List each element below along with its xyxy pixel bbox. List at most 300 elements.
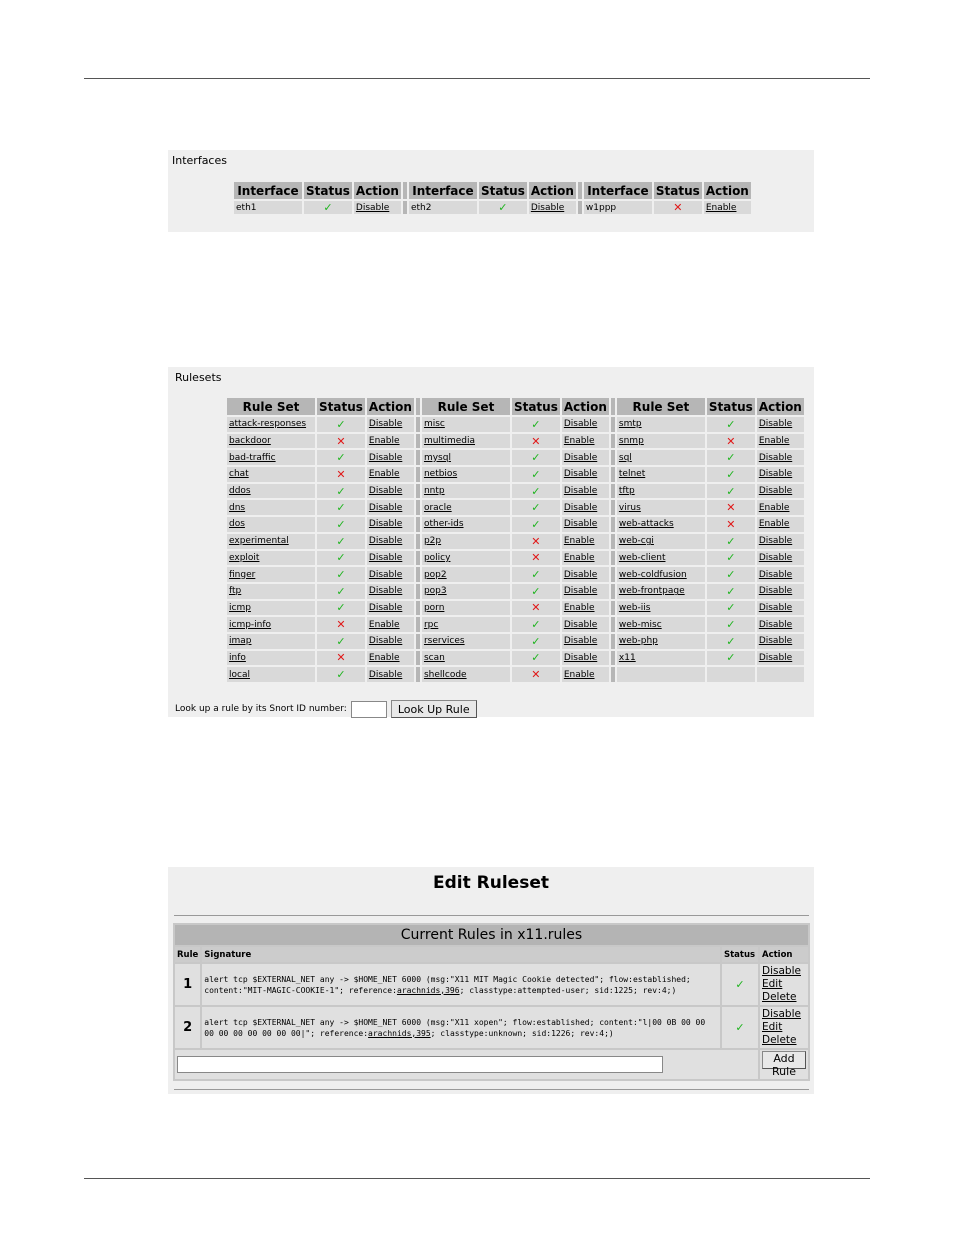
column-separator [416, 651, 420, 666]
lookup-label: Look up a rule by its Snort ID number: [175, 704, 347, 714]
ruleset-disable-link[interactable]: Disable [758, 552, 793, 563]
col-header-status: Status [708, 399, 753, 414]
ruleset-link-oracle[interactable]: oracle [423, 502, 452, 513]
ruleset-link-web-coldfusion[interactable]: web-coldfusion [618, 569, 687, 580]
column-separator [416, 617, 420, 632]
reference-link[interactable]: arachnids,395 [368, 1028, 431, 1038]
interfaces-table [232, 180, 753, 216]
ruleset-link-local[interactable]: local [229, 669, 250, 680]
check-icon: ✓ [531, 451, 541, 465]
ruleset-name-cell [617, 584, 705, 599]
ruleset-link-smtp[interactable]: smtp [618, 419, 642, 430]
check-icon: ✓ [498, 201, 508, 214]
column-separator [578, 201, 582, 214]
ruleset-name-cell [617, 534, 705, 549]
column-separator [611, 551, 615, 566]
ruleset-link-experimental[interactable]: experimental [229, 536, 289, 547]
ruleset-row [227, 417, 804, 432]
interface-action [354, 201, 401, 214]
ruleset-name-cell [227, 534, 315, 549]
ruleset-action-cell [562, 434, 609, 449]
ruleset-name-cell [422, 517, 510, 532]
ruleset-action-cell [562, 517, 609, 532]
column-separator [403, 182, 407, 199]
column-separator [416, 667, 420, 682]
ruleset-name-cell [227, 450, 315, 465]
col-header-rule-set: Rule Set [617, 398, 705, 415]
check-icon: ✓ [336, 451, 346, 465]
ruleset-link-other-ids[interactable]: other-ids [423, 519, 464, 530]
ruleset-status-cell [707, 584, 755, 599]
ruleset-name-cell [227, 484, 315, 499]
check-icon: ✓ [336, 584, 346, 598]
check-icon: ✓ [531, 501, 541, 515]
ruleset-link-ddos[interactable]: ddos [229, 486, 251, 497]
ruleset-action-cell [757, 434, 804, 449]
check-icon: ✓ [336, 417, 346, 431]
interface-enable-link[interactable]: Enable [705, 202, 737, 213]
ruleset-status-cell [317, 450, 365, 465]
column-separator [611, 434, 615, 449]
col-header-status: Status [655, 183, 700, 198]
column-separator [416, 584, 420, 599]
column-separator [416, 634, 420, 649]
snort-id-input[interactable] [351, 701, 387, 718]
interface-action [704, 201, 751, 214]
ruleset-row [227, 434, 804, 449]
rule-disable-link[interactable]: Disable [762, 1008, 801, 1020]
column-separator [611, 617, 615, 632]
ruleset-disable-link[interactable]: Disable [758, 469, 793, 480]
ruleset-link-chat[interactable]: chat [229, 469, 249, 480]
col-header-action: Action [355, 183, 399, 198]
ruleset-disable-link[interactable]: Disable [563, 486, 598, 497]
ruleset-name-cell [227, 467, 315, 482]
cross-icon: ✕ [673, 201, 683, 214]
ruleset-link-misc[interactable]: misc [423, 419, 445, 430]
ruleset-row [227, 500, 804, 515]
ruleset-disable-link[interactable]: Disable [758, 619, 793, 630]
rule-disable-link[interactable]: Disable [762, 965, 801, 977]
ruleset-disable-link[interactable]: Disable [758, 652, 793, 663]
ruleset-name-cell [617, 667, 705, 682]
ruleset-disable-link[interactable]: Disable [368, 536, 403, 547]
check-icon: ✓ [531, 618, 541, 632]
ruleset-status-cell [317, 467, 365, 482]
ruleset-name-cell [422, 450, 510, 465]
ruleset-disable-link[interactable]: Disable [758, 569, 793, 580]
col-header-interface: Interface [584, 182, 652, 199]
rule-signature [202, 964, 720, 1005]
ruleset-action-cell [367, 517, 414, 532]
col-header-interface: Interface [234, 182, 302, 199]
check-icon: ✓ [726, 551, 736, 565]
ruleset-action-cell [562, 484, 609, 499]
cross-icon: ✕ [336, 434, 346, 448]
interface-name: w1ppp [584, 201, 652, 214]
ruleset-enable-link[interactable]: Enable [563, 602, 595, 613]
ruleset-enable-link[interactable]: Enable [368, 652, 400, 663]
ruleset-disable-link[interactable]: Disable [368, 569, 403, 580]
check-icon: ✓ [336, 551, 346, 565]
col-header-rule: Rule [175, 947, 200, 962]
new-rule-input[interactable] [177, 1056, 663, 1073]
ruleset-status-cell [707, 517, 755, 532]
check-icon: ✓ [726, 467, 736, 481]
ruleset-action-cell [562, 634, 609, 649]
rule-action-item [762, 1008, 806, 1021]
ruleset-enable-link[interactable]: Enable [563, 436, 595, 447]
ruleset-link-x11[interactable]: x11 [618, 652, 636, 663]
ruleset-disable-link[interactable]: Disable [368, 552, 403, 563]
ruleset-enable-link[interactable]: Enable [563, 669, 595, 680]
ruleset-status-cell [707, 434, 755, 449]
ruleset-row [227, 617, 804, 632]
cross-icon: ✕ [336, 618, 346, 632]
ruleset-disable-link[interactable]: Disable [563, 419, 598, 430]
ruleset-disable-link[interactable]: Disable [563, 452, 598, 463]
interfaces-title: Interfaces [172, 154, 227, 167]
ruleset-action-cell [562, 417, 609, 432]
cross-icon: ✕ [336, 651, 346, 665]
ruleset-status-cell [512, 467, 560, 482]
rule-edit-link[interactable]: Edit [762, 978, 783, 990]
ruleset-disable-link[interactable]: Disable [368, 636, 403, 647]
ruleset-action-cell [367, 567, 414, 582]
column-separator [611, 651, 615, 666]
check-icon: ✓ [336, 668, 346, 682]
col-header-action: Action [368, 399, 412, 414]
ruleset-link-dns[interactable]: dns [229, 502, 246, 513]
cross-icon: ✕ [531, 434, 541, 448]
ruleset-action-cell [367, 667, 414, 682]
ruleset-row [227, 450, 804, 465]
ruleset-link-exploit[interactable]: exploit [229, 552, 260, 563]
check-icon: ✓ [726, 584, 736, 598]
ruleset-status-cell [512, 617, 560, 632]
ruleset-link-scan[interactable]: scan [423, 652, 445, 663]
check-icon: ✓ [531, 517, 541, 531]
column-separator [416, 467, 420, 482]
ruleset-name-cell [422, 651, 510, 666]
check-icon: ✓ [531, 467, 541, 481]
ruleset-link-telnet[interactable]: telnet [618, 469, 646, 480]
ruleset-disable-link[interactable]: Disable [368, 519, 403, 530]
check-icon: ✓ [726, 568, 736, 582]
ruleset-status-cell [707, 667, 755, 682]
rule-delete-link[interactable]: Delete [762, 991, 797, 1003]
ruleset-link-shellcode[interactable]: shellcode [423, 669, 467, 680]
ruleset-name-cell [227, 567, 315, 582]
signature-text: alert tcp $EXTERNAL_NET any -> $HOME_NET 6000 (msg:"X11 MIT Magic Cookie detected"; flow:established; content:"MIT-MAGIC-COOKIE-1"; reference: [204, 974, 691, 995]
ruleset-enable-link[interactable]: Enable [563, 536, 595, 547]
interface-disable-link[interactable]: Disable [355, 202, 390, 213]
add-rule-button[interactable]: Add Rule [762, 1051, 806, 1069]
check-icon: ✓ [726, 534, 736, 548]
interface-action [529, 201, 576, 214]
check-icon: ✓ [531, 584, 541, 598]
col-header-action: Action [563, 399, 607, 414]
ruleset-link-attack-responses[interactable]: attack-responses [229, 419, 307, 430]
ruleset-status-cell [512, 651, 560, 666]
ruleset-name-cell [422, 617, 510, 632]
ruleset-link-web-cgi[interactable]: web-cgi [618, 536, 654, 547]
ruleset-disable-link[interactable]: Disable [563, 619, 598, 630]
ruleset-disable-link[interactable]: Disable [563, 519, 598, 530]
ruleset-name-cell [617, 417, 705, 432]
ruleset-name-cell [227, 517, 315, 532]
ruleset-name-cell [227, 667, 315, 682]
ruleset-action-cell [367, 551, 414, 566]
rule-signature [202, 1007, 720, 1048]
ruleset-enable-link[interactable]: Enable [758, 436, 790, 447]
column-separator [416, 450, 420, 465]
ruleset-disable-link[interactable]: Disable [368, 452, 403, 463]
ruleset-link-web-php[interactable]: web-php [618, 636, 658, 647]
ruleset-link-web-client[interactable]: web-client [618, 552, 666, 563]
rule-status [722, 1007, 758, 1048]
ruleset-status-cell [707, 567, 755, 582]
interface-disable-link[interactable]: Disable [530, 202, 565, 213]
ruleset-action-cell [367, 467, 414, 482]
rule-number: 1 [175, 964, 200, 1005]
ruleset-enable-link[interactable]: Enable [368, 436, 400, 447]
ruleset-action-cell [367, 484, 414, 499]
column-separator [611, 667, 615, 682]
ruleset-status-cell [512, 484, 560, 499]
ruleset-link-rservices[interactable]: rservices [423, 636, 465, 647]
ruleset-action-cell [367, 617, 414, 632]
ruleset-disable-link[interactable]: Disable [758, 452, 793, 463]
ruleset-link-virus[interactable]: virus [618, 502, 641, 513]
ruleset-disable-link[interactable]: Disable [368, 602, 403, 613]
interface-status [479, 201, 527, 214]
ruleset-link-web-attacks[interactable]: web-attacks [618, 519, 674, 530]
ruleset-link-p2p[interactable]: p2p [423, 536, 442, 547]
ruleset-name-cell [422, 567, 510, 582]
column-separator [611, 634, 615, 649]
current-rules-table [173, 923, 810, 1081]
ruleset-name-cell [422, 484, 510, 499]
ruleset-action-cell [367, 417, 414, 432]
ruleset-link-porn[interactable]: porn [423, 602, 445, 613]
ruleset-name-cell [617, 467, 705, 482]
ruleset-disable-link[interactable]: Disable [758, 636, 793, 647]
column-separator [416, 601, 420, 616]
ruleset-disable-link[interactable]: Disable [368, 669, 403, 680]
check-icon: ✓ [531, 484, 541, 498]
cross-icon: ✕ [336, 467, 346, 481]
check-icon: ✓ [726, 618, 736, 632]
ruleset-disable-link[interactable]: Disable [368, 486, 403, 497]
ruleset-name-cell [617, 617, 705, 632]
ruleset-link-sql[interactable]: sql [618, 452, 632, 463]
ruleset-name-cell [422, 500, 510, 515]
ruleset-link-icmp-info[interactable]: icmp-info [229, 619, 272, 630]
ruleset-link-multimedia[interactable]: multimedia [423, 436, 475, 447]
ruleset-status-cell [512, 517, 560, 532]
reference-link[interactable]: arachnids,396 [396, 985, 460, 995]
cross-icon: ✕ [531, 534, 541, 548]
cross-icon: ✕ [531, 601, 541, 615]
check-icon: ✓ [726, 601, 736, 615]
col-header-action: Action [758, 399, 802, 414]
cross-icon: ✕ [531, 551, 541, 565]
interface-status [304, 201, 352, 214]
ruleset-status-cell [512, 551, 560, 566]
signature-text-end: ; classtype:unknown; sid:1226; rev:4;) [430, 1028, 614, 1038]
ruleset-link-pop3[interactable]: pop3 [423, 586, 447, 597]
ruleset-name-cell [422, 551, 510, 566]
ruleset-link-finger[interactable]: finger [229, 569, 256, 580]
ruleset-action-cell [757, 584, 804, 599]
ruleset-enable-link[interactable]: Enable [368, 619, 400, 630]
ruleset-disable-link[interactable]: Disable [758, 536, 793, 547]
edit-ruleset-divider-top [174, 915, 809, 916]
col-header-status: Status [306, 183, 350, 198]
ruleset-link-icmp[interactable]: icmp [229, 602, 251, 613]
column-separator [403, 201, 407, 214]
column-separator [416, 434, 420, 449]
ruleset-name-cell [617, 450, 705, 465]
column-separator [416, 500, 420, 515]
ruleset-action-cell [562, 617, 609, 632]
check-icon: ✓ [336, 501, 346, 515]
ruleset-status-cell [512, 667, 560, 682]
ruleset-enable-link[interactable]: Enable [563, 552, 595, 563]
col-header-status: Status [513, 399, 558, 414]
ruleset-disable-link[interactable]: Disable [758, 586, 793, 597]
ruleset-name-cell [422, 467, 510, 482]
ruleset-enable-link[interactable]: Enable [758, 502, 790, 513]
ruleset-link-rpc[interactable]: rpc [423, 619, 439, 630]
ruleset-link-info[interactable]: info [229, 652, 246, 663]
column-separator [611, 584, 615, 599]
check-icon: ✓ [726, 484, 736, 498]
column-separator [611, 601, 615, 616]
ruleset-name-cell [617, 484, 705, 499]
ruleset-link-tftp[interactable]: tftp [618, 486, 635, 497]
ruleset-action-cell [367, 500, 414, 515]
ruleset-link-web-misc[interactable]: web-misc [618, 619, 662, 630]
cross-icon: ✕ [726, 501, 736, 515]
ruleset-action-cell [562, 601, 609, 616]
ruleset-link-snmp[interactable]: snmp [618, 436, 644, 447]
ruleset-name-cell [422, 534, 510, 549]
ruleset-disable-link[interactable]: Disable [368, 502, 403, 513]
ruleset-link-mysql[interactable]: mysql [423, 452, 451, 463]
ruleset-link-dos[interactable]: dos [229, 519, 245, 530]
col-header-interface: Interface [409, 182, 477, 199]
ruleset-status-cell [317, 667, 365, 682]
ruleset-disable-link[interactable]: Disable [563, 652, 598, 663]
col-header-action: Action [760, 947, 808, 962]
ruleset-action-cell [367, 651, 414, 666]
ruleset-action-cell [562, 651, 609, 666]
ruleset-enable-link[interactable]: Enable [758, 519, 790, 530]
check-icon: ✓ [726, 451, 736, 465]
ruleset-link-ftp[interactable]: ftp [229, 586, 242, 597]
ruleset-action-cell [757, 450, 804, 465]
ruleset-status-cell [707, 417, 755, 432]
look-up-rule-button[interactable]: Look Up Rule [391, 700, 477, 718]
rule-action-item [762, 965, 806, 978]
column-separator [611, 484, 615, 499]
ruleset-status-cell [317, 434, 365, 449]
ruleset-status-cell [707, 617, 755, 632]
ruleset-name-cell [227, 617, 315, 632]
ruleset-status-cell [512, 417, 560, 432]
ruleset-action-cell [757, 601, 804, 616]
ruleset-disable-link[interactable]: Disable [563, 502, 598, 513]
ruleset-link-web-frontpage[interactable]: web-frontpage [618, 586, 685, 597]
signature-text-end: ; classtype:attempted-user; sid:1225; rev:4;) [459, 985, 677, 995]
ruleset-status-cell [512, 534, 560, 549]
ruleset-disable-link[interactable]: Disable [563, 636, 598, 647]
add-rule-cell [760, 1050, 808, 1079]
ruleset-action-cell [757, 467, 804, 482]
ruleset-disable-link[interactable]: Disable [563, 569, 598, 580]
ruleset-enable-link[interactable]: Enable [368, 469, 400, 480]
ruleset-row [227, 517, 804, 532]
ruleset-action-cell [562, 450, 609, 465]
ruleset-disable-link[interactable]: Disable [758, 602, 793, 613]
ruleset-name-cell [422, 667, 510, 682]
ruleset-status-cell [317, 617, 365, 632]
rule-action-item [762, 978, 806, 991]
ruleset-name-cell [617, 634, 705, 649]
ruleset-status-cell [512, 500, 560, 515]
column-separator [611, 398, 615, 415]
ruleset-action-cell [757, 634, 804, 649]
interface-name: eth2 [409, 201, 477, 214]
ruleset-status-cell [512, 567, 560, 582]
ruleset-disable-link[interactable]: Disable [368, 586, 403, 597]
ruleset-link-web-iis[interactable]: web-iis [618, 602, 651, 613]
ruleset-disable-link[interactable]: Disable [758, 419, 793, 430]
ruleset-name-cell [422, 584, 510, 599]
ruleset-status-cell [512, 450, 560, 465]
ruleset-name-cell [227, 417, 315, 432]
ruleset-link-bad-traffic[interactable]: bad-traffic [229, 452, 276, 463]
rule-edit-link[interactable]: Edit [762, 1021, 783, 1033]
rule-delete-link[interactable]: Delete [762, 1034, 797, 1046]
check-icon: ✓ [726, 417, 736, 431]
ruleset-disable-link[interactable]: Disable [563, 586, 598, 597]
ruleset-link-backdoor[interactable]: backdoor [229, 436, 271, 447]
ruleset-link-pop2[interactable]: pop2 [423, 569, 447, 580]
ruleset-link-imap[interactable]: imap [229, 636, 252, 647]
ruleset-status-cell [317, 500, 365, 515]
check-icon: ✓ [336, 634, 346, 648]
ruleset-status-cell [707, 467, 755, 482]
ruleset-disable-link[interactable]: Disable [368, 419, 403, 430]
ruleset-link-policy[interactable]: policy [423, 552, 451, 563]
signature-text: alert tcp $EXTERNAL_NET any -> $HOME_NET 6000 (msg:"X11 xopen"; flow:established; content:"l|00 0B 00 00 00 00 00 00 00 00 00|"; reference: [204, 1017, 706, 1038]
column-separator [416, 517, 420, 532]
ruleset-action-cell [367, 584, 414, 599]
ruleset-status-cell [707, 601, 755, 616]
ruleset-status-cell [317, 517, 365, 532]
ruleset-disable-link[interactable]: Disable [758, 486, 793, 497]
ruleset-link-nntp[interactable]: nntp [423, 486, 445, 497]
ruleset-disable-link[interactable]: Disable [563, 469, 598, 480]
column-separator [416, 534, 420, 549]
ruleset-name-cell [617, 517, 705, 532]
ruleset-status-cell [512, 601, 560, 616]
ruleset-link-netbios[interactable]: netbios [423, 469, 458, 480]
column-separator [416, 551, 420, 566]
